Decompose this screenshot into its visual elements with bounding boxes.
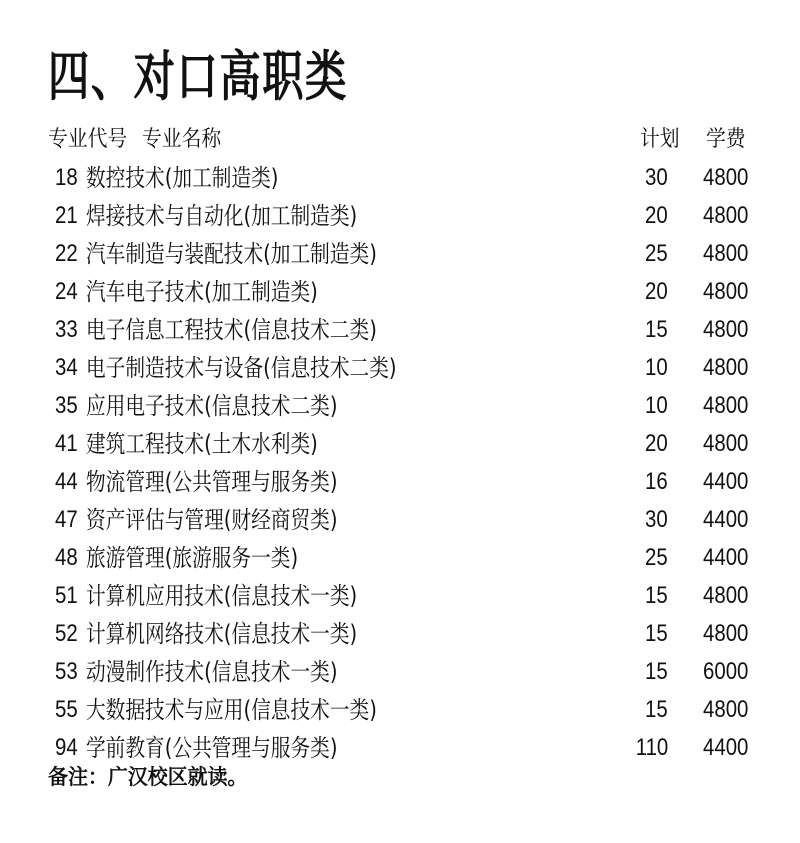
program-code: 94: [55, 734, 78, 761]
program-code: 44: [55, 468, 78, 495]
program-plan: 30: [645, 164, 668, 191]
program-name: 焊接技术与自动化(加工制造类): [86, 202, 358, 230]
program-fee: 4800: [703, 164, 749, 191]
program-code: 35: [55, 392, 78, 419]
program-name: 应用电子技术(信息技术二类): [86, 392, 338, 420]
program-plan: 15: [645, 316, 668, 343]
program-code: 47: [55, 506, 78, 533]
program-code: 18: [55, 164, 78, 191]
program-fee: 4400: [703, 468, 749, 495]
program-fee: 4800: [703, 316, 749, 343]
table-row: [0, 501, 800, 539]
program-code: 22: [55, 240, 78, 267]
program-code: 51: [55, 582, 78, 609]
table-row: [0, 463, 800, 501]
program-plan: 10: [645, 392, 668, 419]
table-row: [0, 577, 800, 615]
program-fee: 4800: [703, 620, 749, 647]
program-code: 55: [55, 696, 78, 723]
program-fee: 4800: [703, 354, 749, 381]
program-plan: 20: [645, 202, 668, 229]
program-plan: 110: [635, 734, 668, 761]
header-name: 专业名称: [142, 127, 222, 152]
program-name: 数控技术(加工制造类): [86, 164, 279, 192]
program-code: 52: [55, 620, 78, 647]
program-fee: 4400: [703, 544, 749, 571]
section-title: 四、对口高职类: [48, 45, 348, 108]
program-code: 34: [55, 354, 78, 381]
program-plan: 15: [645, 620, 668, 647]
table-header: [0, 121, 800, 159]
program-fee: 4800: [703, 696, 749, 723]
program-fee: 4800: [703, 202, 749, 229]
program-fee: 4400: [703, 734, 749, 761]
program-name: 计算机网络技术(信息技术一类): [86, 620, 358, 648]
program-code: 21: [55, 202, 78, 229]
program-name: 汽车制造与装配技术(加工制造类): [86, 240, 377, 268]
table-row: [0, 539, 800, 577]
program-fee: 6000: [703, 658, 749, 685]
program-code: 41: [55, 430, 78, 457]
program-plan: 16: [645, 468, 668, 495]
table-row: [0, 349, 800, 387]
table-row: [0, 425, 800, 463]
program-name: 旅游管理(旅游服务一类): [86, 544, 299, 572]
program-name: 建筑工程技术(土木水利类): [86, 430, 318, 458]
footnote: 备注：广汉校区就读。: [48, 765, 248, 789]
program-plan: 25: [645, 240, 668, 267]
table-row: [0, 387, 800, 425]
program-fee: 4800: [703, 240, 749, 267]
table-row: [0, 615, 800, 653]
program-fee: 4800: [703, 392, 749, 419]
header-code: 专业代号: [48, 127, 128, 152]
table-row: [0, 197, 800, 235]
table-row: [0, 653, 800, 691]
program-plan: 15: [645, 658, 668, 685]
table-row: [0, 235, 800, 273]
program-name: 资产评估与管理(财经商贸类): [86, 506, 338, 534]
program-name: 电子制造技术与设备(信息技术二类): [86, 354, 397, 382]
program-name: 汽车电子技术(加工制造类): [86, 278, 318, 306]
program-fee: 4400: [703, 506, 749, 533]
program-plan: 10: [645, 354, 668, 381]
header-fee: 学费: [706, 127, 746, 152]
program-name: 大数据技术与应用(信息技术一类): [86, 696, 377, 724]
header-plan: 计划: [640, 127, 680, 152]
program-name: 学前教育(公共管理与服务类): [86, 734, 338, 762]
program-code: 53: [55, 658, 78, 685]
program-plan: 15: [645, 696, 668, 723]
table-row: [0, 159, 800, 197]
program-name: 物流管理(公共管理与服务类): [86, 468, 338, 496]
program-code: 33: [55, 316, 78, 343]
program-fee: 4800: [703, 582, 749, 609]
program-plan: 15: [645, 582, 668, 609]
program-name: 计算机应用技术(信息技术一类): [86, 582, 358, 610]
program-plan: 20: [645, 430, 668, 457]
program-plan: 20: [645, 278, 668, 305]
program-fee: 4800: [703, 278, 749, 305]
program-plan: 30: [645, 506, 668, 533]
table-row: [0, 311, 800, 349]
table-row: [0, 273, 800, 311]
program-plan: 25: [645, 544, 668, 571]
table-row: [0, 691, 800, 729]
program-fee: 4800: [703, 430, 749, 457]
program-code: 48: [55, 544, 78, 571]
program-name: 电子信息工程技术(信息技术二类): [86, 316, 377, 344]
program-name: 动漫制作技术(信息技术一类): [86, 658, 338, 686]
program-code: 24: [55, 278, 78, 305]
